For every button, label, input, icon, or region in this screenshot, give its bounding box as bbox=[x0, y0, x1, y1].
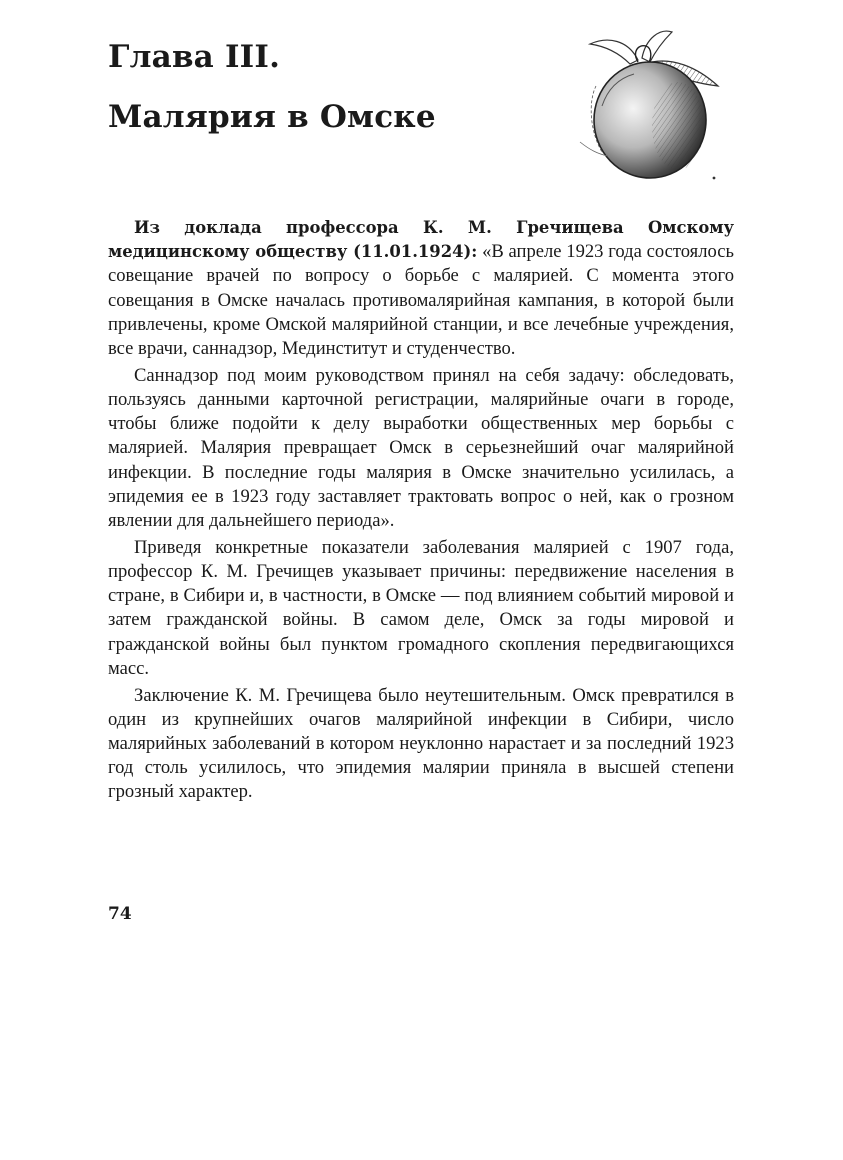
report-lead-in: Из доклада профессора К. М. Гречищева Омскому медицинскому обществу (11.01.1924): bbox=[108, 218, 734, 262]
paragraph bbox=[108, 216, 734, 361]
chapter-number: Глава III. bbox=[108, 39, 281, 75]
paragraph-text: «В апреле 1923 года состоялось совещание врачей по вопросу о борьбе с малярией. С момента этого совещания в Омске началась противомалярийная кампания, в которой были привлечены, кроме Омской малярийной станции, и все лечебные учреждения, все врачи, саннадзор, Мединститут и студенчество. bbox=[108, 241, 734, 360]
paragraph: Саннадзор под моим руководством принял на себя задачу: обследовать, пользуясь данными карточной регистрации, малярийные очаги в городе, чтобы ближе подойти к делу выработки общественных мер борьбы с малярией. Малярия превращает Омск в серьезнейший очаг малярийной инфекции. В последние годы малярия в Омске значительно усилилась, а эпидемия ее в 1923 году заставляет трактовать вопрос о ней, как о грозном явлении для дальнейшего периода». bbox=[108, 364, 734, 532]
paragraph: Заключение К. М. Гречищева было неутешительным. Омск превратился в один из крупнейших очагов малярийной инфекции в Сибири, число малярийных заболеваний в котором неуклонно нарастает и за последний 1923 год столь усилилось, что эпидемия малярии приняла в высшей степени грозный характер. bbox=[108, 684, 734, 803]
body-text bbox=[108, 216, 734, 805]
fruit-drawing-icon bbox=[568, 22, 728, 182]
chapter-title: Малярия в Омске bbox=[108, 99, 436, 135]
paragraph: Приведя конкретные показатели заболевания малярией с 1907 года, профессор К. М. Гречищев указывает причины: передвижение населения в стране, в Сибири и, в частности, в Омске — под влиянием событий мировой и затем гражданской войны. В самом деле, Омск за годы мировой и гражданской войны был пунктом громадного скопления передвигающихся масс. bbox=[108, 536, 734, 679]
page-number: 74 bbox=[108, 904, 132, 924]
